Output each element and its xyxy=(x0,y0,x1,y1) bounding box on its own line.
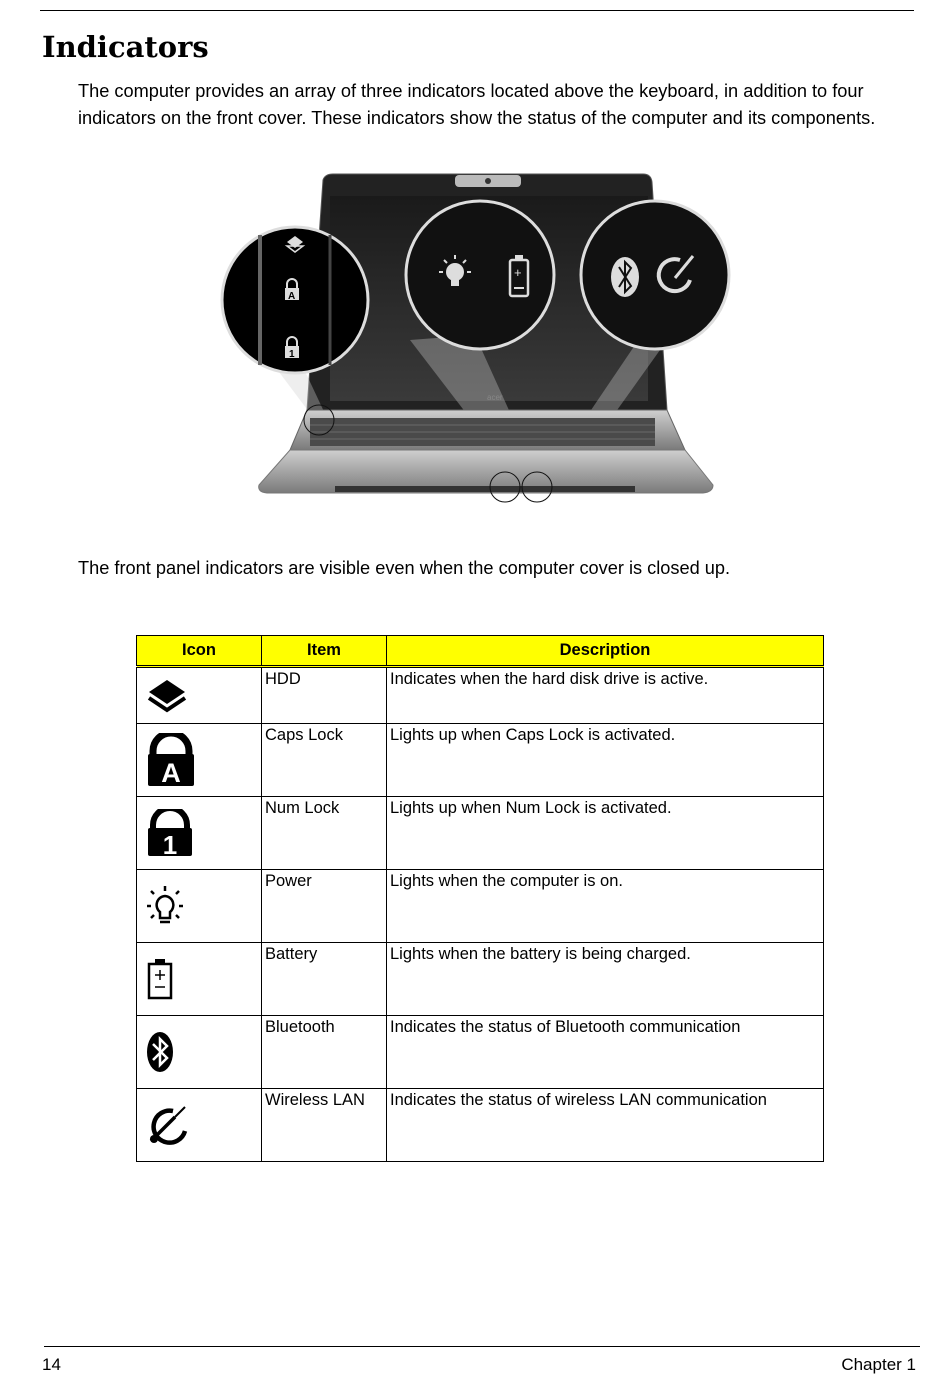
item-cell: Num Lock xyxy=(262,797,387,870)
svg-text:A: A xyxy=(161,758,181,787)
page-title: Indicators xyxy=(42,30,209,64)
table-row xyxy=(137,797,824,870)
icon-cell xyxy=(137,943,262,1016)
description-cell: Lights when the computer is on. xyxy=(387,870,824,943)
header-description: Description xyxy=(387,636,824,667)
item-cell: Caps Lock xyxy=(262,724,387,797)
table-header-row xyxy=(137,636,824,667)
icon-cell xyxy=(137,724,262,797)
description-cell: Lights when the battery is being charged. xyxy=(387,943,824,1016)
table-row xyxy=(137,667,824,724)
description-cell: Indicates the status of Bluetooth communication xyxy=(387,1016,824,1089)
chapter-label: Chapter 1 xyxy=(841,1355,916,1374)
icon-cell xyxy=(137,797,262,870)
laptop-indicators-figure xyxy=(215,160,740,520)
item-cell: Power xyxy=(262,870,387,943)
magnifier-middle xyxy=(406,201,554,349)
hdd-icon xyxy=(145,676,189,716)
table-row xyxy=(137,1016,824,1089)
table-row xyxy=(137,943,824,1016)
icon-cell xyxy=(137,667,262,724)
description-cell: Indicates when the hard disk drive is active. xyxy=(387,667,824,724)
svg-text:1: 1 xyxy=(289,349,295,360)
description-cell: Lights up when Num Lock is activated. xyxy=(387,797,824,870)
header-icon: Icon xyxy=(137,636,262,667)
item-cell: Bluetooth xyxy=(262,1016,387,1089)
header-item: Item xyxy=(262,636,387,667)
item-cell: Wireless LAN xyxy=(262,1089,387,1162)
num-lock-icon xyxy=(145,809,195,857)
description-cell: Lights up when Caps Lock is activated. xyxy=(387,724,824,797)
indicators-table xyxy=(136,635,824,1162)
top-rule xyxy=(40,10,914,11)
svg-text:A: A xyxy=(288,291,296,302)
table-row xyxy=(137,1089,824,1162)
svg-text:1: 1 xyxy=(162,830,178,857)
magnifier-right xyxy=(581,201,729,349)
svg-text:+: + xyxy=(514,265,522,280)
battery-icon xyxy=(145,957,175,1001)
footer-rule xyxy=(44,1346,920,1347)
description-cell: Indicates the status of wireless LAN communication xyxy=(387,1089,824,1162)
page-number: 14 xyxy=(42,1355,61,1374)
caps-lock-icon xyxy=(145,733,197,787)
item-cell: HDD xyxy=(262,667,387,724)
icon-cell xyxy=(137,870,262,943)
front-panel-note: The front panel indicators are visible even when the computer cover is closed up. xyxy=(78,558,731,578)
wireless-lan-icon xyxy=(145,1103,191,1147)
icon-cell xyxy=(137,1089,262,1162)
item-cell: Battery xyxy=(262,943,387,1016)
intro-paragraph: The computer provides an array of three indicators located above the keyboard, in addition to four indicators on the front cover. These indicators show the status of the computer and its components. xyxy=(78,81,876,128)
bluetooth-icon xyxy=(145,1030,175,1074)
svg-text:acer: acer xyxy=(487,393,503,402)
table-row xyxy=(137,724,824,797)
power-icon xyxy=(145,884,185,928)
table-row xyxy=(137,870,824,943)
icon-cell xyxy=(137,1016,262,1089)
